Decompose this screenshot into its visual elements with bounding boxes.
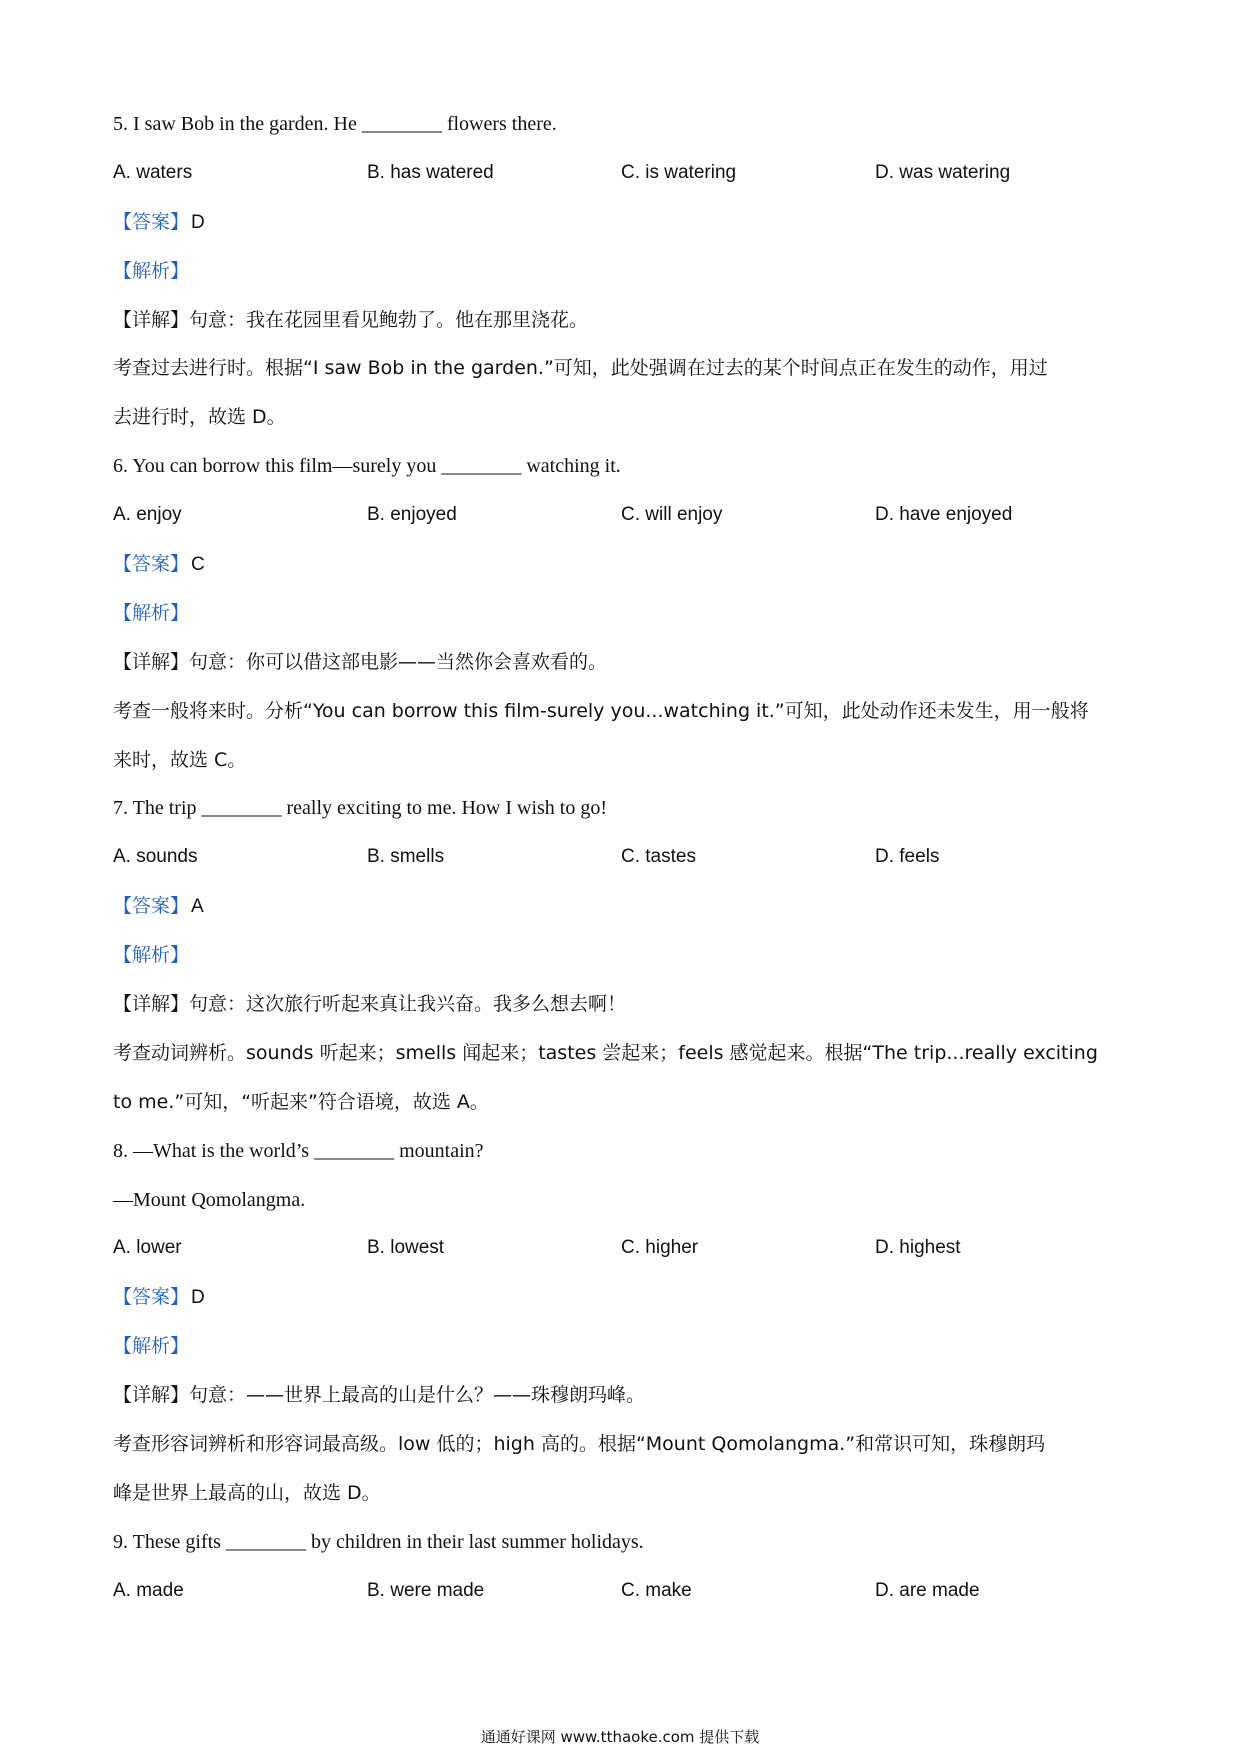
option-a: A. enjoy [113,504,182,526]
answer-value: C [191,554,205,576]
analysis-line [113,589,1133,638]
answer-line [113,198,1133,247]
detail-line [113,980,1133,1029]
answer-tag: 【答案】 [113,1286,190,1309]
options-row [113,1567,1133,1616]
question-stem: 6. You can borrow this film—surely you ________ watching it. [113,455,621,478]
option-d: D. are made [875,1579,980,1601]
option-b: B. lowest [367,1237,445,1259]
option-b: B. smells [367,846,445,868]
explanation-line: 峰是世界上最高的山，故选 D。 [113,1481,381,1504]
option-a: A. sounds [113,846,198,868]
option-b: B. has watered [367,161,494,183]
option-c: C. is watering [621,161,737,183]
answer-value: D [191,211,205,233]
explanation-line: 考查形容词辨析和形容词最高级。low 低的；high 高的。根据“Mount Qomolangma.”和常识可知，珠穆朗玛 [113,1433,1046,1456]
analysis-tag: 【解析】 [113,1335,190,1358]
answer-tag: 【答案】 [113,553,190,576]
explanation-line: 考查一般将来时。分析“You can borrow this film-surely you...watching it.”可知，此处动作还未发生，用一般将 [113,699,1089,722]
analysis-line [113,1322,1133,1371]
options-row [113,1224,1133,1273]
detail-text: 句意：你可以借这部电影——当然你会喜欢看的。 [189,650,608,673]
answer-value: A [191,896,204,918]
answer-line [113,540,1133,589]
analysis-tag: 【解析】 [113,259,190,282]
option-a: A. made [113,1579,184,1601]
detail-tag: 【详解】 [113,650,190,673]
analysis-tag: 【解析】 [113,944,190,967]
page-footer: 通通好课网 www.tthaoke.com 提供下载 [480,1728,760,1746]
question-stem: 5. I saw Bob in the garden. He ________ flowers there. [113,113,557,135]
analysis-line [113,931,1133,980]
option-d: D. highest [875,1237,961,1259]
option-b: B. enjoyed [367,504,457,526]
option-b: B. were made [367,1579,485,1601]
detail-tag: 【详解】 [113,993,190,1016]
option-c: C. higher [621,1237,699,1259]
detail-line [113,638,1133,687]
answer-tag: 【答案】 [113,210,190,233]
explanation-line: to me.”可知，“听起来”符合语境，故选 A。 [113,1090,489,1113]
detail-text: 句意：这次旅行听起来真让我兴奋。我多么想去啊！ [189,993,627,1016]
question-stem: 8. —What is the world’s ________ mountain? [113,1139,484,1162]
option-c: C. make [621,1579,692,1601]
question-list [113,100,1133,1616]
explanation-line: 考查过去进行时。根据“I saw Bob in the garden.”可知，此处强调在过去的某个时间点正在发生的动作，用过 [113,357,1048,380]
option-c: C. tastes [621,846,696,868]
detail-tag: 【详解】 [113,308,190,331]
answer-value: D [191,1287,205,1309]
option-d: D. feels [875,846,940,868]
option-a: A. lower [113,1237,182,1259]
question-stem-reply: —Mount Qomolangma. [113,1188,306,1211]
option-d: D. was watering [875,161,1011,183]
question-stem: 7. The trip ________ really exciting to me. How I wish to go! [113,797,607,820]
question-stem: 9. These gifts ________ by children in their last summer holidays. [113,1530,644,1553]
explanation-line: 来时，故选 C。 [113,748,247,771]
analysis-tag: 【解析】 [113,601,190,624]
answer-line [113,882,1133,931]
answer-line [113,1273,1133,1322]
explanation-line: 去进行时，故选 D。 [113,406,286,429]
explanation-line: 考查动词辨析。sounds 听起来；smells 闻起来；tastes 尝起来；feels 感觉起来。根据“The trip...really exciting [113,1041,1098,1064]
option-c: C. will enjoy [621,504,723,526]
detail-line [113,296,1133,345]
analysis-line [113,247,1133,296]
options-row [113,491,1133,540]
detail-line [113,1371,1133,1420]
detail-tag: 【详解】 [113,1384,190,1407]
options-row [113,833,1133,882]
option-d: D. have enjoyed [875,504,1013,526]
answer-tag: 【答案】 [113,895,190,918]
option-a: A. waters [113,161,193,183]
options-row [113,149,1133,198]
detail-text: 句意：我在花园里看见鲍勃了。他在那里浇花。 [189,308,589,331]
detail-text: 句意：——世界上最高的山是什么？——珠穆朗玛峰。 [189,1384,646,1407]
